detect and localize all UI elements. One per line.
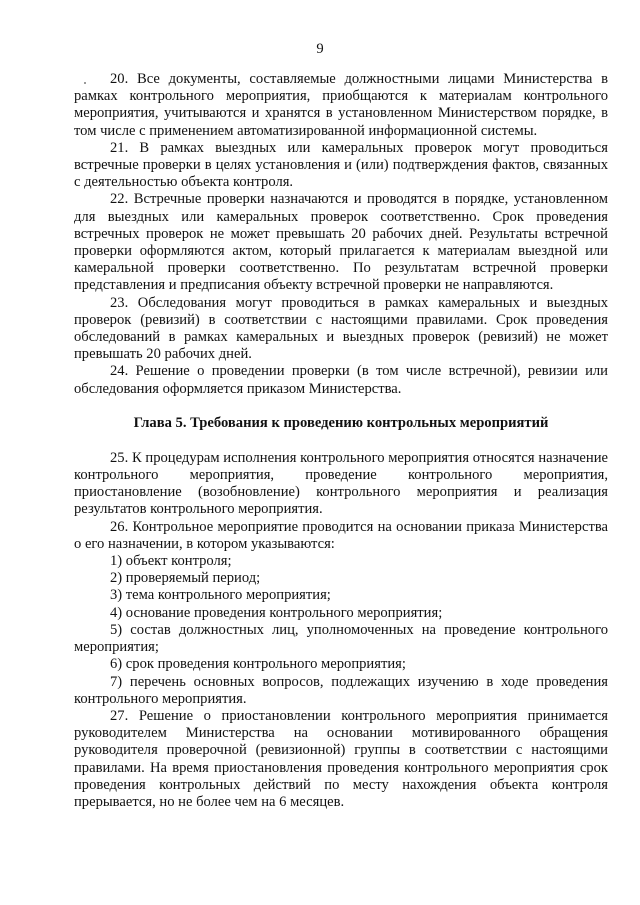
paragraph-24: 24. Решение о проведении проверки (в том числе встречной), ревизии или обследования оформляется приказом Министерства. bbox=[74, 363, 608, 397]
page-number: 9 bbox=[316, 41, 324, 57]
paragraph-26: 26. Контрольное мероприятие проводится на основании приказа Министерства о его назначении, в котором указываются: bbox=[74, 518, 608, 552]
paragraph-25: 25. К процедурам исполнения контрольного мероприятия относятся назначение контрольного мероприятия, проведение контрольного мероприятия, приостановление (возобновление) контрольного мероприятия и реализация результатов контрольного мероприятия. bbox=[74, 449, 608, 518]
paragraph-20: 20. Все документы, составляемые должностными лицами Министерства в рамках контрольного мероприятия, приобщаются к материалам контрольного мероприятия, учитываются и хранятся в установленном Министерством порядке, в том числе с применением автоматизированной информационной системы. bbox=[74, 71, 608, 139]
document-body bbox=[74, 71, 608, 811]
list-item-4: 4) основание проведения контрольного мероприятия; bbox=[110, 604, 443, 621]
paragraph-21: 21. В рамках выездных или камеральных проверок могут проводиться встречные проверки в целях установления и (или) подтверждения фактов, связанных с деятельностью объекта контроля. bbox=[74, 139, 608, 191]
list-item-6: 6) срок проведения контрольного мероприятия; bbox=[110, 656, 406, 673]
paragraph-27: 27. Решение о приостановлении контрольного мероприятия принимается руководителем Министерства на основании мотивированного обращения руководителя проверочной (ревизионной) группы в соответствии с настоящими правилами. На время приостановления проведения контрольного мероприятия срок проведения контрольных действий по месту нахождения объекта контроля прерывается, но не более чем на 6 месяцев. bbox=[74, 707, 608, 810]
list-item-1: 1) объект контроля; bbox=[110, 553, 232, 570]
paragraph-22: 22. Встречные проверки назначаются и проводятся в порядке, установленном для выездных или камеральных проверок соответственно. Срок проведения встречных проверок не может превышать 20 рабочих дней. Результаты встречной проверки оформляются актом, который прилагается к материалам выездной или камеральной проверки соответственно. По результатам встречной проверки представления и предписания объекту встречной проверки не направляются. bbox=[74, 191, 608, 294]
list-item-7: 7) перечень основных вопросов, подлежащих изучению в ходе проведения контрольного мероприятия. bbox=[74, 673, 608, 707]
list-item-2: 2) проверяемый период; bbox=[110, 570, 261, 587]
list-item-5: 5) состав должностных лиц, уполномоченных на проведение контрольного мероприятия; bbox=[74, 621, 608, 656]
paragraph-23: 23. Обследования могут проводиться в рамках камеральных и выездных проверок (ревизий) в соответствии с настоящими правилами. Срок проведения обследований в рамках камеральных и выездных проверок (ревизий) не может превышать 20 рабочих дней. bbox=[74, 294, 608, 363]
chapter-heading: Глава 5. Требования к проведению контрольных мероприятий bbox=[133, 414, 549, 431]
list-item-3: 3) тема контрольного мероприятия; bbox=[110, 587, 331, 604]
